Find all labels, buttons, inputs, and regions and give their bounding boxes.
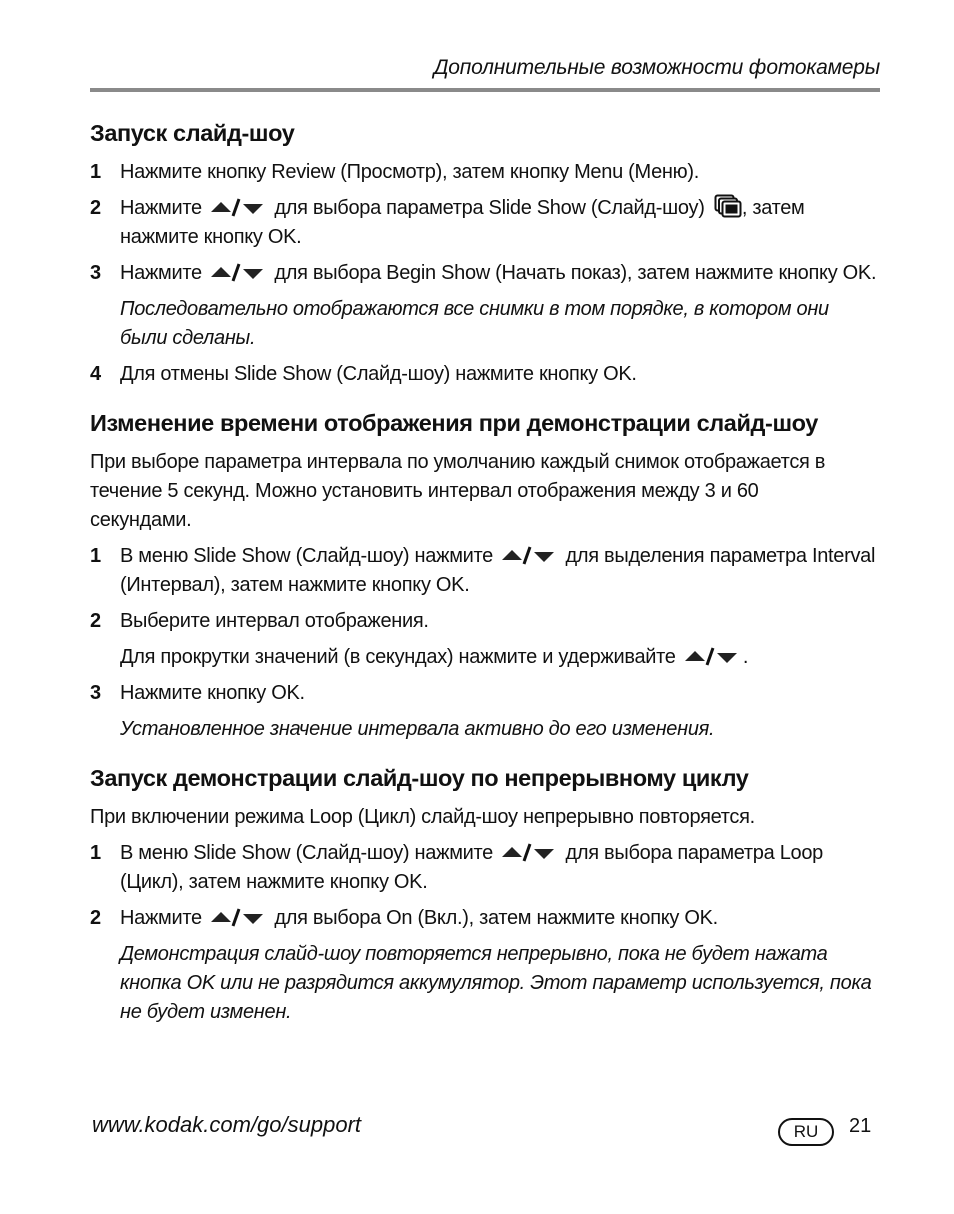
section-title-loop: Запуск демонстрации слайд-шоу по непрерывному циклу xyxy=(90,765,749,791)
step-text: , затем нажмите кнопку OK. xyxy=(120,197,805,248)
step-number: 4 xyxy=(90,363,101,385)
step-number: 1 xyxy=(90,842,101,864)
step-number: 1 xyxy=(90,161,101,183)
step-text: Выберите интервал отображения. xyxy=(120,610,429,632)
up-down-arrow-icon xyxy=(209,262,265,282)
list-item xyxy=(90,158,880,187)
step-text: В меню Slide Show (Слайд-шоу) нажмите xyxy=(120,842,493,864)
step-text: Нажмите xyxy=(120,262,202,284)
running-header: Дополнительные возможности фотокамеры xyxy=(433,56,880,79)
step-text: В меню Slide Show (Слайд-шоу) нажмите xyxy=(120,545,493,567)
step-number: 3 xyxy=(90,682,101,704)
step-number: 1 xyxy=(90,545,101,567)
header-rule xyxy=(90,88,880,92)
section-intro: При включении режима Loop (Цикл) слайд-шоу непрерывно повторяется. xyxy=(90,806,755,828)
step-text: Нажмите xyxy=(120,907,202,929)
slideshow-icon xyxy=(714,194,742,218)
page-content xyxy=(90,117,880,1034)
step-subtext xyxy=(90,643,880,672)
step-text: для выбора параметра Slide Show (Слайд-шоу) xyxy=(274,197,705,219)
section-title-interval: Изменение времени отображения при демонстрации слайд-шоу xyxy=(90,410,818,436)
up-down-arrow-icon xyxy=(209,907,265,927)
list-item xyxy=(90,542,880,600)
step-number: 2 xyxy=(90,197,101,219)
steps-list xyxy=(90,679,880,708)
step-text: . xyxy=(742,646,749,668)
step-text: для выбора On (Вкл.), затем нажмите кнопку OK. xyxy=(274,907,718,929)
step-text: для выбора Begin Show (Начать показ), затем нажмите кнопку OK. xyxy=(274,262,877,284)
list-item xyxy=(90,904,880,933)
step-number: 3 xyxy=(90,262,101,284)
section-intro: При выборе параметра интервала по умолчанию каждый снимок отображается в течение 5 секунд. Можно установить интервал отображения между 3 и 60 секундами. xyxy=(90,451,826,531)
step-text: для выделения параметра Interval (Интервал), затем нажмите кнопку OK. xyxy=(120,545,876,596)
step-note: Установленное значение интервала активно до его изменения. xyxy=(120,718,715,740)
list-item xyxy=(90,194,880,252)
step-text: Для отмены Slide Show (Слайд-шоу) нажмите кнопку OK. xyxy=(120,363,637,385)
step-number: 2 xyxy=(90,907,101,929)
list-item xyxy=(90,259,880,288)
up-down-arrow-icon xyxy=(209,197,265,217)
list-item xyxy=(90,679,880,708)
steps-list xyxy=(90,839,880,933)
up-down-arrow-icon xyxy=(683,646,739,666)
list-item xyxy=(90,839,880,897)
steps-list xyxy=(90,542,880,636)
support-link[interactable]: www.kodak.com/go/support xyxy=(92,1112,362,1137)
step-text: Для прокрутки значений (в секундах) нажмите и удерживайте xyxy=(120,646,676,668)
step-number: 2 xyxy=(90,610,101,632)
steps-list xyxy=(90,360,880,389)
step-text: для выбора параметра Loop (Цикл), затем нажмите кнопку OK. xyxy=(120,842,823,893)
section-title-slideshow: Запуск слайд-шоу xyxy=(90,120,295,146)
up-down-arrow-icon xyxy=(500,545,556,565)
step-text: Нажмите кнопку Review (Просмотр), затем кнопку Menu (Меню). xyxy=(120,161,699,183)
steps-list xyxy=(90,158,880,288)
step-text: Нажмите кнопку OK. xyxy=(120,682,305,704)
language-badge: RU xyxy=(778,1118,834,1146)
page-number: 21 xyxy=(849,1115,872,1137)
step-note: Последовательно отображаются все снимки в том порядке, в котором они были сделаны. xyxy=(120,298,829,349)
list-item xyxy=(90,607,880,636)
step-note: Демонстрация слайд-шоу повторяется непрерывно, пока не будет нажата кнопка OK или не разрядится аккумулятор. Этот параметр используется, пока не будет изменен. xyxy=(120,943,872,1023)
list-item xyxy=(90,360,880,389)
step-text: Нажмите xyxy=(120,197,202,219)
up-down-arrow-icon xyxy=(500,842,556,862)
